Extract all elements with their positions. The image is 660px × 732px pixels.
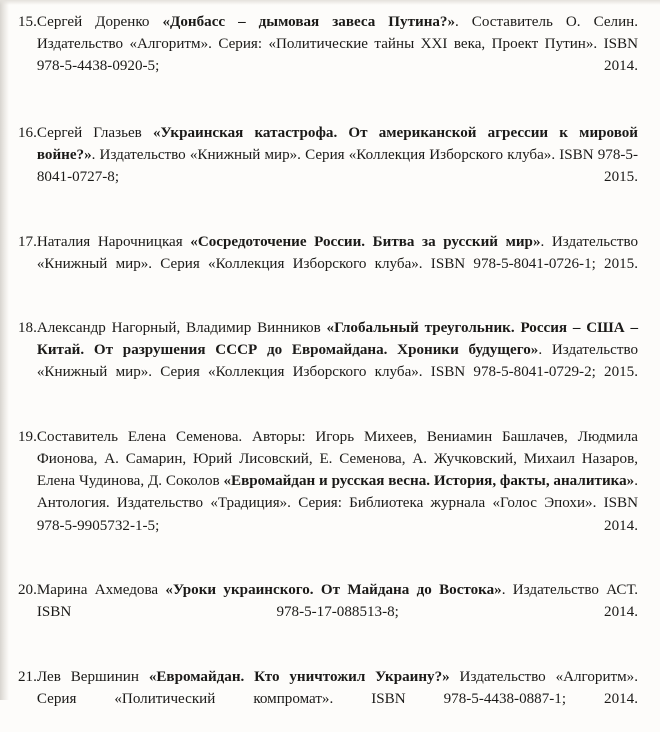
entry-text bbox=[37, 426, 638, 559]
entry-imprint: . Антология. Издательство «Традиция». Серия: Библиотека журнала «Голос Эпохи». ISBN 978-5-9905732-1-5; 2014. bbox=[37, 473, 638, 533]
entry-text bbox=[37, 122, 638, 211]
entry-author: Марина Ахмедова bbox=[37, 582, 166, 598]
entry-author: Александр Нагорный, Владимир Винников bbox=[37, 320, 327, 336]
entry-title: «Глобальный треугольник. Россия – США – Китай. От разрушения СССР до Евромайдана. Хроники будущего» bbox=[37, 320, 638, 358]
entry-number: 20. bbox=[18, 579, 37, 601]
entry-number: 15. bbox=[18, 11, 37, 33]
bibliography-entry bbox=[18, 426, 638, 559]
entry-author: Составитель Елена Семенова. Авторы: Игорь Михеев, Вениамин Башлачев, Людмила Фионова, А. Самарин, Юрий Лисовский, Е. Семенова, А. Жучковский, Михаил Назаров, Елена Чудинова, Д. Соколов bbox=[37, 429, 638, 489]
bibliography-entry bbox=[18, 231, 638, 298]
entry-text bbox=[37, 317, 638, 406]
entry-author: Сергей Глазьев bbox=[37, 125, 153, 141]
bibliography-entry bbox=[18, 11, 638, 100]
entry-imprint: . Издательство «Книжный мир». Серия «Коллекция Изборского клуба». ISBN 978-5-8041-0729-2; 2015. bbox=[37, 342, 638, 380]
entry-number: 18. bbox=[18, 317, 37, 339]
entry-author: Наталия Нарочницкая bbox=[37, 234, 190, 250]
entry-imprint: . Составитель О. Селин. Издательство «Алгоритм». Серия: «Политические тайны XXI века, Проект Путин». ISBN 978-5-4438-0920-5; 2014. bbox=[37, 14, 638, 74]
entry-text bbox=[37, 579, 638, 646]
entry-title: «Уроки украинского. От Майдана до Востока» bbox=[165, 582, 501, 598]
entry-imprint: Издательство «Алгоритм». Серия «Политический компромат». ISBN 978-5-4438-0887-1; 2014. bbox=[37, 669, 638, 707]
entry-imprint: . Издательство АСТ. ISBN 978-5-17-088513-8; 2014. bbox=[37, 582, 638, 620]
entry-author: Сергей Доренко bbox=[37, 14, 163, 30]
bibliography-entry bbox=[18, 579, 638, 646]
entry-text bbox=[37, 666, 638, 732]
entry-imprint: . Издательство «Книжный мир». Серия «Коллекция Изборского клуба». ISBN 978-5-8041-0726-1; 2015. bbox=[37, 234, 638, 272]
bibliography-entry bbox=[18, 122, 638, 211]
entry-text bbox=[37, 11, 638, 100]
entry-imprint: . Издательство «Книжный мир». Серия «Коллекция Изборского клуба». ISBN 978-5-8041-0727-8; 2015. bbox=[37, 147, 638, 185]
bibliography-entry bbox=[18, 666, 638, 732]
entry-title: «Украинская катастрофа. От американской агрессии к мировой войне?» bbox=[37, 125, 638, 163]
entry-title: «Донбасс – дымовая завеса Путина?» bbox=[162, 14, 455, 30]
entry-title: «Евромайдан и русская весна. История, факты, аналитика» bbox=[223, 473, 634, 489]
entry-title: «Сосредоточение России. Битва за русский мир» bbox=[190, 234, 540, 250]
entry-number: 19. bbox=[18, 426, 37, 448]
entry-title: «Евромайдан. Кто уничтожил Украину?» bbox=[149, 669, 450, 685]
entry-number: 17. bbox=[18, 231, 37, 253]
entry-author: Лев Вершинин bbox=[37, 669, 149, 685]
entry-number: 21. bbox=[18, 666, 37, 688]
bibliography-entry bbox=[18, 317, 638, 406]
entry-text bbox=[37, 231, 638, 298]
entry-number: 16. bbox=[18, 122, 37, 144]
